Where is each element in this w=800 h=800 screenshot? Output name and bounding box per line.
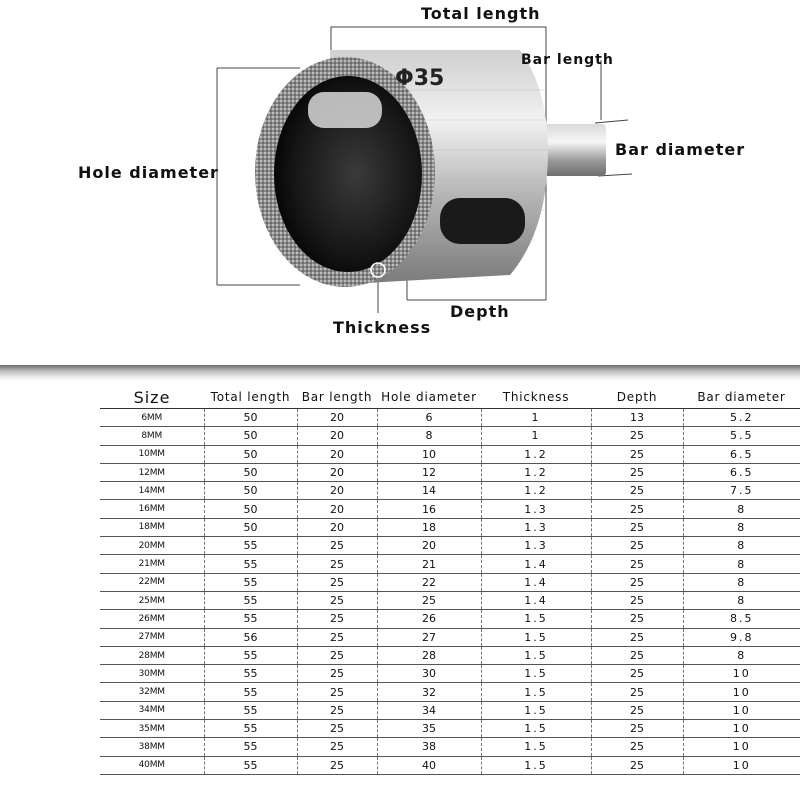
- cell-total-length: 55: [204, 683, 297, 701]
- cell-size: 26MM: [100, 610, 204, 628]
- cell-hole-diameter: 22: [377, 573, 481, 591]
- cell-size: 16MM: [100, 500, 204, 518]
- cell-hole-diameter: 35: [377, 720, 481, 738]
- table-row: [100, 665, 800, 683]
- cell-bar-length: 25: [297, 628, 377, 646]
- cell-depth: 25: [591, 500, 683, 518]
- shank: [540, 124, 606, 176]
- cell-bar-length: 25: [297, 720, 377, 738]
- cell-total-length: 50: [204, 463, 297, 481]
- cell-hole-diameter: 12: [377, 463, 481, 481]
- cell-total-length: 55: [204, 610, 297, 628]
- cell-depth: 25: [591, 665, 683, 683]
- cell-hole-diameter: 32: [377, 683, 481, 701]
- cell-thickness: 1: [481, 427, 591, 445]
- table-row: [100, 500, 800, 518]
- cell-size: 25MM: [100, 591, 204, 609]
- cell-bar-length: 20: [297, 427, 377, 445]
- cell-depth: 13: [591, 409, 683, 427]
- cell-total-length: 50: [204, 445, 297, 463]
- size-engraving: Φ35: [395, 66, 445, 91]
- cell-hole-diameter: 18: [377, 518, 481, 536]
- cell-size: 22MM: [100, 573, 204, 591]
- cell-thickness: 1.5: [481, 683, 591, 701]
- table-row: [100, 756, 800, 774]
- cell-bar-diameter: 8: [683, 573, 800, 591]
- cell-hole-diameter: 26: [377, 610, 481, 628]
- hole-diameter-label: Hole diameter: [78, 163, 219, 182]
- header-total-length: Total length: [204, 386, 297, 409]
- cell-total-length: 55: [204, 756, 297, 774]
- cell-size: 8MM: [100, 427, 204, 445]
- section-divider: [0, 365, 800, 381]
- cell-total-length: 55: [204, 537, 297, 555]
- cell-hole-diameter: 6: [377, 409, 481, 427]
- table-row: [100, 463, 800, 481]
- table-row: [100, 573, 800, 591]
- cell-bar-diameter: 10: [683, 756, 800, 774]
- cell-bar-length: 25: [297, 591, 377, 609]
- table-row: [100, 646, 800, 664]
- cell-total-length: 55: [204, 665, 297, 683]
- table-row: [100, 610, 800, 628]
- cell-thickness: 1.3: [481, 518, 591, 536]
- cell-bar-length: 25: [297, 756, 377, 774]
- table-row: [100, 720, 800, 738]
- cell-bar-diameter: 10: [683, 701, 800, 719]
- cell-thickness: 1.5: [481, 665, 591, 683]
- cell-total-length: 55: [204, 738, 297, 756]
- cell-depth: 25: [591, 683, 683, 701]
- cell-hole-diameter: 21: [377, 555, 481, 573]
- table-row: [100, 445, 800, 463]
- drill-bit-diagram: [0, 0, 800, 365]
- cell-hole-diameter: 34: [377, 701, 481, 719]
- cell-thickness: 1.5: [481, 610, 591, 628]
- cell-depth: 25: [591, 628, 683, 646]
- cell-hole-diameter: 14: [377, 482, 481, 500]
- cell-depth: 25: [591, 756, 683, 774]
- cell-bar-diameter: 6.5: [683, 445, 800, 463]
- cell-depth: 25: [591, 591, 683, 609]
- table-row: [100, 537, 800, 555]
- cell-bar-length: 25: [297, 537, 377, 555]
- size-spec-table: [100, 386, 800, 775]
- table-row: [100, 683, 800, 701]
- cell-total-length: 55: [204, 701, 297, 719]
- cell-size: 6MM: [100, 409, 204, 427]
- cell-bar-diameter: 5.2: [683, 409, 800, 427]
- cell-size: 28MM: [100, 646, 204, 664]
- cell-bar-diameter: 8: [683, 537, 800, 555]
- cell-bar-diameter: 8: [683, 646, 800, 664]
- cell-thickness: 1.5: [481, 720, 591, 738]
- cell-bar-diameter: 9.8: [683, 628, 800, 646]
- table-row: [100, 482, 800, 500]
- cell-thickness: 1.4: [481, 555, 591, 573]
- cell-hole-diameter: 27: [377, 628, 481, 646]
- cell-bar-diameter: 5.5: [683, 427, 800, 445]
- thickness-label: Thickness: [333, 318, 432, 337]
- cell-bar-length: 25: [297, 683, 377, 701]
- cell-thickness: 1.3: [481, 537, 591, 555]
- table-row: [100, 518, 800, 536]
- cell-size: 14MM: [100, 482, 204, 500]
- cell-depth: 25: [591, 482, 683, 500]
- cell-thickness: 1.5: [481, 738, 591, 756]
- cell-bar-length: 25: [297, 646, 377, 664]
- cell-total-length: 55: [204, 720, 297, 738]
- cell-hole-diameter: 20: [377, 537, 481, 555]
- cell-depth: 25: [591, 537, 683, 555]
- cell-size: 21MM: [100, 555, 204, 573]
- cell-depth: 25: [591, 518, 683, 536]
- cell-total-length: 55: [204, 573, 297, 591]
- cell-size: 27MM: [100, 628, 204, 646]
- table-body: [100, 409, 800, 775]
- cell-total-length: 50: [204, 427, 297, 445]
- cell-thickness: 1.5: [481, 756, 591, 774]
- table-row: [100, 427, 800, 445]
- cell-total-length: 55: [204, 555, 297, 573]
- cell-hole-diameter: 40: [377, 756, 481, 774]
- cell-bar-length: 20: [297, 482, 377, 500]
- cell-thickness: 1.2: [481, 445, 591, 463]
- cell-size: 12MM: [100, 463, 204, 481]
- cell-depth: 25: [591, 445, 683, 463]
- cell-bar-length: 20: [297, 445, 377, 463]
- cell-depth: 25: [591, 701, 683, 719]
- cell-total-length: 56: [204, 628, 297, 646]
- cell-bar-length: 20: [297, 518, 377, 536]
- cell-hole-diameter: 28: [377, 646, 481, 664]
- cell-total-length: 55: [204, 646, 297, 664]
- bar-length-label: Bar length: [521, 52, 614, 68]
- cell-size: 34MM: [100, 701, 204, 719]
- table-row: [100, 555, 800, 573]
- cell-depth: 25: [591, 610, 683, 628]
- header-depth: Depth: [591, 386, 683, 409]
- cell-bar-length: 20: [297, 409, 377, 427]
- cell-size: 38MM: [100, 738, 204, 756]
- cell-bar-diameter: 10: [683, 683, 800, 701]
- cell-total-length: 55: [204, 591, 297, 609]
- cell-bar-length: 20: [297, 500, 377, 518]
- cell-bar-length: 25: [297, 701, 377, 719]
- cell-depth: 25: [591, 720, 683, 738]
- cell-bar-diameter: 8: [683, 518, 800, 536]
- header-bar-diameter: Bar diameter: [683, 386, 800, 409]
- cell-bar-diameter: 6.5: [683, 463, 800, 481]
- cell-depth: 25: [591, 463, 683, 481]
- cell-total-length: 50: [204, 482, 297, 500]
- bar-diameter-label: Bar diameter: [615, 140, 746, 159]
- cell-hole-diameter: 16: [377, 500, 481, 518]
- cell-bar-diameter: 10: [683, 738, 800, 756]
- cell-total-length: 50: [204, 518, 297, 536]
- cell-bar-diameter: 8: [683, 500, 800, 518]
- header-thickness: Thickness: [481, 386, 591, 409]
- cell-thickness: 1.3: [481, 500, 591, 518]
- cell-size: 18MM: [100, 518, 204, 536]
- cell-depth: 25: [591, 573, 683, 591]
- table-row: [100, 591, 800, 609]
- side-slot: [440, 198, 525, 244]
- total-length-label: Total length: [421, 4, 541, 23]
- cell-thickness: 1.2: [481, 463, 591, 481]
- cell-thickness: 1: [481, 409, 591, 427]
- header-hole-diameter: Hole diameter: [377, 386, 481, 409]
- header-size: Size: [100, 386, 204, 409]
- table-header-row: [100, 386, 800, 409]
- cell-total-length: 50: [204, 409, 297, 427]
- table-row: [100, 738, 800, 756]
- cell-size: 40MM: [100, 756, 204, 774]
- table-row: [100, 628, 800, 646]
- cell-hole-diameter: 8: [377, 427, 481, 445]
- cell-size: 35MM: [100, 720, 204, 738]
- cell-bar-diameter: 10: [683, 665, 800, 683]
- cell-bar-length: 25: [297, 665, 377, 683]
- hole-saw-illustration: [0, 0, 800, 365]
- cell-thickness: 1.5: [481, 646, 591, 664]
- cell-total-length: 50: [204, 500, 297, 518]
- cell-bar-length: 25: [297, 610, 377, 628]
- cell-depth: 25: [591, 646, 683, 664]
- cell-size: 10MM: [100, 445, 204, 463]
- header-bar-length: Bar length: [297, 386, 377, 409]
- depth-label: Depth: [450, 302, 510, 321]
- cell-bar-diameter: 10: [683, 720, 800, 738]
- cell-bar-length: 25: [297, 573, 377, 591]
- cell-size: 30MM: [100, 665, 204, 683]
- cell-thickness: 1.2: [481, 482, 591, 500]
- cell-depth: 25: [591, 427, 683, 445]
- cell-size: 32MM: [100, 683, 204, 701]
- cell-hole-diameter: 25: [377, 591, 481, 609]
- cell-bar-diameter: 8: [683, 555, 800, 573]
- cell-thickness: 1.4: [481, 573, 591, 591]
- cell-bar-length: 25: [297, 738, 377, 756]
- cell-size: 20MM: [100, 537, 204, 555]
- cell-bar-diameter: 8: [683, 591, 800, 609]
- cell-hole-diameter: 38: [377, 738, 481, 756]
- cell-bar-length: 20: [297, 463, 377, 481]
- cell-depth: 25: [591, 738, 683, 756]
- cell-thickness: 1.5: [481, 701, 591, 719]
- table-row: [100, 409, 800, 427]
- cell-thickness: 1.5: [481, 628, 591, 646]
- cell-depth: 25: [591, 555, 683, 573]
- cell-hole-diameter: 30: [377, 665, 481, 683]
- cell-hole-diameter: 10: [377, 445, 481, 463]
- table-row: [100, 701, 800, 719]
- cell-thickness: 1.4: [481, 591, 591, 609]
- cell-bar-length: 25: [297, 555, 377, 573]
- cell-bar-diameter: 7.5: [683, 482, 800, 500]
- cell-bar-diameter: 8.5: [683, 610, 800, 628]
